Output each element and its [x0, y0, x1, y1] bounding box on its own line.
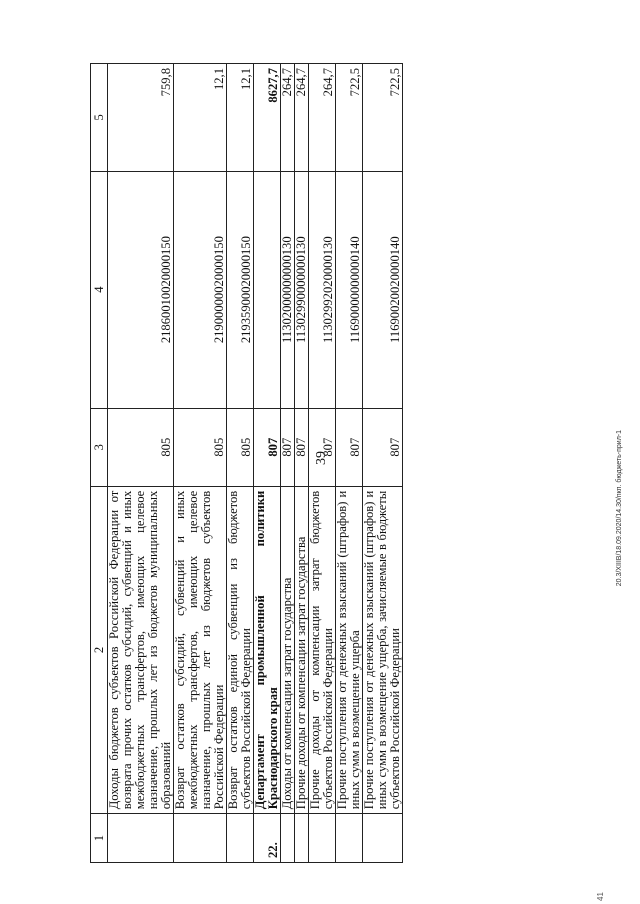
- side-note: 20.3/XIIIB/18.09.2020/14.30/пкп. бюджеть-прил-1: [616, 430, 623, 587]
- table-row: [363, 64, 403, 863]
- row-amount: 12,1: [174, 64, 227, 172]
- budget-table: [90, 63, 403, 863]
- row-admin-code: 807: [254, 408, 281, 486]
- row-admin-code: 807: [309, 408, 336, 486]
- table-row: [174, 64, 227, 863]
- table-row: [336, 64, 363, 863]
- row-number: [363, 814, 403, 863]
- row-classification-code: 21860010020000150: [108, 171, 174, 408]
- row-number: [227, 814, 254, 863]
- header-col-1: 1: [91, 814, 108, 863]
- corner-mark: 41: [595, 892, 605, 901]
- row-admin-code: 805: [108, 408, 174, 486]
- row-number: [281, 814, 295, 863]
- table-row: [281, 64, 295, 863]
- row-classification-code: 21900000020000150: [174, 171, 227, 408]
- row-name: Возврат остатков единой субвенции из бюджетов субъектов Российской Федерации: [227, 486, 254, 814]
- row-classification-code: 11690020020000140: [363, 171, 403, 408]
- row-name: Прочие доходы от компенсации затрат бюджетов субъектов Российской Федерации: [309, 486, 336, 814]
- row-classification-code: 11302990000000130: [295, 171, 309, 408]
- table-row: [227, 64, 254, 863]
- row-classification-code: [254, 171, 281, 408]
- table-row: [108, 64, 174, 863]
- row-admin-code: 807: [281, 408, 295, 486]
- row-amount: 722,5: [363, 64, 403, 172]
- row-amount: 264,7: [281, 64, 295, 172]
- header-col-4: 4: [91, 171, 108, 408]
- row-number: [295, 814, 309, 863]
- row-name: Доходы от компенсации затрат государства: [281, 486, 295, 814]
- row-classification-code: 11302992020000130: [309, 171, 336, 408]
- rotated-table-container: [90, 63, 590, 863]
- row-classification-code: 21935900020000150: [227, 171, 254, 408]
- row-admin-code: 807: [363, 408, 403, 486]
- row-classification-code: 11302000000000130: [281, 171, 295, 408]
- row-number: [336, 814, 363, 863]
- table-header-row: [91, 64, 108, 863]
- row-number: [309, 814, 336, 863]
- row-name: Возврат остатков субсидий, субвенций и иных межбюджетных трансфертов, имеющих целевое назначение, прошлых лет из бюджетов субъектов Российской Федерации: [174, 486, 227, 814]
- row-name: Доходы бюджетов субъектов Российской Федерации от возврата прочих остатков субсидий, субвенций и иных межбюджетных трансфертов, имеющих целевое назначение, прошлых лет из бюджетов муниципальных образований: [108, 486, 174, 814]
- row-amount: 8627,7: [254, 64, 281, 172]
- row-amount: 759,8: [108, 64, 174, 172]
- row-admin-code: 807: [295, 408, 309, 486]
- row-admin-code: 805: [227, 408, 254, 486]
- row-admin-code: 805: [174, 408, 227, 486]
- row-number: [108, 814, 174, 863]
- row-amount: 264,7: [295, 64, 309, 172]
- row-name: Прочие доходы от компенсации затрат государства: [295, 486, 309, 814]
- table-row: [309, 64, 336, 863]
- header-col-3: 3: [91, 408, 108, 486]
- table-row: [295, 64, 309, 863]
- row-amount: 264,7: [309, 64, 336, 172]
- row-number: 22.: [254, 814, 281, 863]
- row-amount: 722,5: [336, 64, 363, 172]
- row-number: [174, 814, 227, 863]
- row-classification-code: 11690000000000140: [336, 171, 363, 408]
- row-name: Прочие поступления от денежных взысканий (штрафов) и иных сумм в возмещение ущерба, зачисляемые в бюджеты субъектов Российской Федерации: [363, 486, 403, 814]
- row-amount: 12,1: [227, 64, 254, 172]
- table-row: [254, 64, 281, 863]
- row-name: Прочие поступления от денежных взысканий (штрафов) и иных сумм в возмещение ущерба: [336, 486, 363, 814]
- page-number: 39: [314, 451, 329, 465]
- header-col-2: 2: [91, 486, 108, 814]
- row-name: Департамент промышленной политики Краснодарского края: [254, 486, 281, 814]
- row-admin-code: 807: [336, 408, 363, 486]
- header-col-5: 5: [91, 64, 108, 172]
